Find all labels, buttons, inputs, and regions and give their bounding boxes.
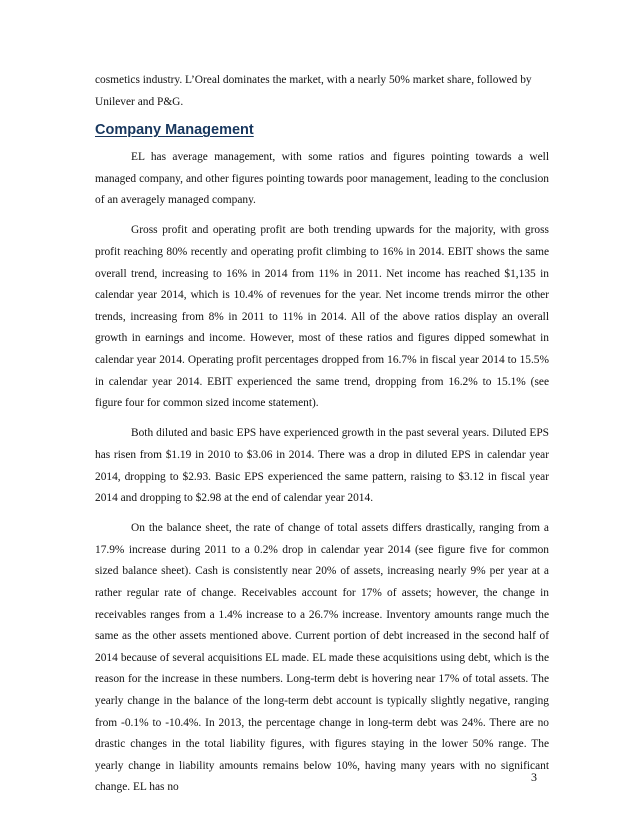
- paragraph-eps: Both diluted and basic EPS have experienced growth in the past several years. Diluted EPS has risen from $1.19 in 2010 to $3.06 in 2014. There was a drop in diluted EPS in calendar year 2014, dropping to $2.93. Basic EPS experienced the same pattern, raising to $3.12 in fiscal year 2014 and dropping to $2.98 at the end of calendar year 2014.: [95, 427, 549, 505]
- paragraph-balance-sheet: On the balance sheet, the rate of change of total assets differs drastically, ranging from a 17.9% increase during 2011 to a 0.2% drop in calendar year 2014 (see figure five for common sized balance sheet). Cash is consistently near 20% of assets, increasing nearly 9% per year at a rather regular rate of change. Receivables account for 17% of assets; however, the change in receivables ranges from a 1.4% increase to a 26.7% increase. Inventory amounts range much the same as the other assets mentioned above. Current portion of debt increased in the second half of 2014 because of several acquisitions EL made. EL made these acquisitions using debt, which is the reason for the increase in these numbers. Long-term debt is hovering near 17% of total assets. The yearly change in the balance of the long-term debt account is typically slightly negative, ranging from -0.1% to -10.4%. In 2013, the percentage change in long-term debt was 24%. There are no drastic changes in the total liability figures, with figures staying in the lower 50% range. The yearly change in liability amounts remains below 10%, having many years with no significant change. EL has no: [95, 522, 549, 794]
- paragraph-profit-trends: Gross profit and operating profit are both trending upwards for the majority, with gross profit reaching 80% recently and operating profit climbing to 16% in 2014. EBIT shows the same overall trend, increasing to 16% in 2014 from 11% in 2011. Net income has reached $1,135 in calendar year 2014, which is 10.4% of revenues for the year. Net income trends mirror the other trends, increasing from 8% in 2011 to 11% in 2014. All of the above ratios display an overall growth in earnings and income. However, most of these ratios and figures dipped somewhat in calendar year 2014. Operating profit percentages dropped from 16.7% in fiscal year 2014 to 15.5% in calendar year 2014. EBIT experienced the same trend, dropping from 16.2% to 15.1% (see figure four for common sized income statement).: [95, 224, 549, 410]
- section-heading: Company Management: [95, 122, 254, 139]
- page-content: [95, 70, 549, 807]
- intro-paragraph: cosmetics industry. L’Oreal dominates the market, with a nearly 50% market share, followed by Unilever and P&G.: [95, 74, 532, 108]
- page-number: 3: [531, 770, 537, 784]
- paragraph-management-overview: EL has average management, with some ratios and figures pointing towards a well managed company, and other figures pointing towards poor management, leading to the conclusion of an averagely managed company.: [95, 151, 549, 207]
